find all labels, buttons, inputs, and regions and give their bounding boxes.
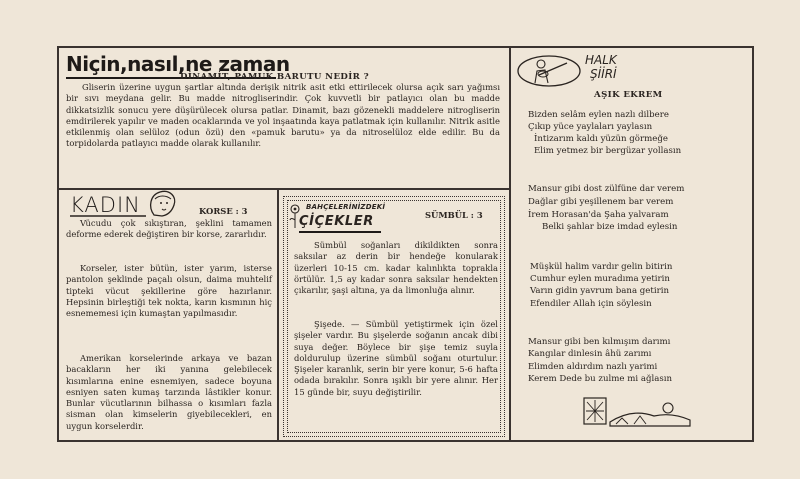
poet-heading: AŞIK EKREM (594, 90, 663, 100)
korse-paragraph-3: Amerikan korselerinde arkaya ve bazan bacakların her iki yanına gelebilecek kısımlarına enine esnemiyen, sadece boyuna esniyen saten kumaş tarzında lâstikler konur. Bunlar vücutlarının bilhassa o kısımları fazla sisman olan kimselerin giyebilecekleri, en uygun korselerdir. (66, 353, 272, 431)
verse-line: Kangılar dinlesin âhü zarımı (528, 349, 652, 359)
cicekler-underline (299, 231, 381, 233)
verse-line: Mansur gibi dost zülfüne dar verem (528, 184, 685, 194)
kadin-logo-text: KADIN (70, 193, 141, 217)
verse-line: Dağlar gibi yeşillenem bar verem (528, 197, 674, 207)
halk-label-line1: HALK (585, 53, 617, 67)
sumbul-paragraph-1: Sümbül soğanları dikildikten sonra saksılar az derin bir hendeğe konularak üzerleri 10-15 cm. kadar kalınlıkta toprakla örtülür. 1,5 ay kadar sonra saksılar hendekten çıkarılır, şaşi altına, ya da limonluğa alınır. (294, 240, 498, 296)
verse-line: Belki şahlar bize imdad eylesin (542, 222, 678, 232)
korse-paragraph-2: Korseler, ister bütün, ister yarım, isterse pantolon şeklinde paçalı olsun, daima muhtelif tipteki vücut şekillerine göre hazırlanır. Hepsinin birleştiği tek nokta, karın kısmının hiç esnememesi için kumaştan yapılmasıdır. (66, 263, 272, 319)
verse-line: Efendiler Allah için söylesin (530, 299, 652, 309)
verse-line: Kerem Dede bu zulme mi ağlasın (528, 374, 673, 384)
reclining-figure-ornament (582, 394, 694, 430)
column-divider (509, 46, 511, 442)
korse-heading: KORSE : 3 (199, 206, 248, 216)
cicekler-big-label: ÇİÇEKLER (299, 214, 374, 229)
korse-paragraph-1: Vücudu çok sıkıştıran, şeklini tamamen deforme ederek değiştiren bir korse, zararlıdır. (66, 218, 272, 240)
kadin-underline-ornament (68, 190, 183, 218)
verse-line: Çıkıp yüce yaylaları yaylasın (528, 122, 653, 132)
verse-line: Cumhur eylen muradıma yetirin (530, 274, 670, 284)
dinamit-paragraph: Gliserin üzerine uygun şartlar altında derişik nitrik asit etki ettirilecek olursa açık sarı yağımsı bir sıvı meydana gelir. Bu madde nitrogliserindir. Çok kuvvetli bir patlayıcı olan bu madde dikkatsizlik sonucu yere düşürülecek olursa patlar. Dinamit, bazı gözenekli maddelere nitrogliserin emdirilerek yapılır ve maden ocaklarında ve yol inşaatında kaya patlatmak için kullanılır. Nitrik asitle etkilenmiş olan selüloz (odun özü) den «pamuk barutu» ya da nitroselüloz elde edilir. Bu da torpidolarda patlayıcı madde olarak kullanılır. (66, 82, 500, 149)
cicekler-small-label: BAHÇELERİNİZDEKİ (306, 203, 386, 211)
verse-line: Elim yetmez bir bergüzar yollasın (534, 146, 682, 156)
section-title: Niçin,nasıl,ne zaman (66, 52, 290, 76)
verse-line: Mansur gibi ben kılmışım darımı (528, 337, 671, 347)
halk-label-line2: ŞİİRİ (590, 67, 617, 81)
verse-line: Varın gidin yavrum bana getirin (530, 286, 669, 296)
verse-line: İntizarım kaldı yüzün görmeğe (534, 134, 668, 144)
verse-line: İrem Horasan'da Şaha yalvaram (528, 210, 669, 220)
sumbul-heading: SÜMBÜL : 3 (425, 210, 483, 220)
verse-line: Bizden selâm eylen nazlı dilbere (528, 110, 669, 120)
article-subtitle: DİNAMİT, PAMUK BARUTU NEDİR ? (180, 72, 370, 82)
sumbul-paragraph-2: Şişede. — Sümbül yetiştirmek için özel şişeler vardır. Bu şişelerde soğanın ancak dibi suya değer. Böylece bir şişe temiz suyla doldurulup üzerine sümbül soğanı oturtulur. Şişeler karanlık, serin bir yere konur, 5-6 hafta odada bırakılır. Sonra ışıklı bir yere alınır. Her 15 günde bir, suyu değiştirilir. (294, 319, 498, 397)
verse-line: Müşkül halim vardır gelin bitirin (530, 262, 673, 272)
saz-player-icon (517, 53, 583, 87)
column-divider-lower (277, 190, 279, 442)
verse-line: Elimden aldırdım nazlı yarimi (528, 362, 658, 372)
